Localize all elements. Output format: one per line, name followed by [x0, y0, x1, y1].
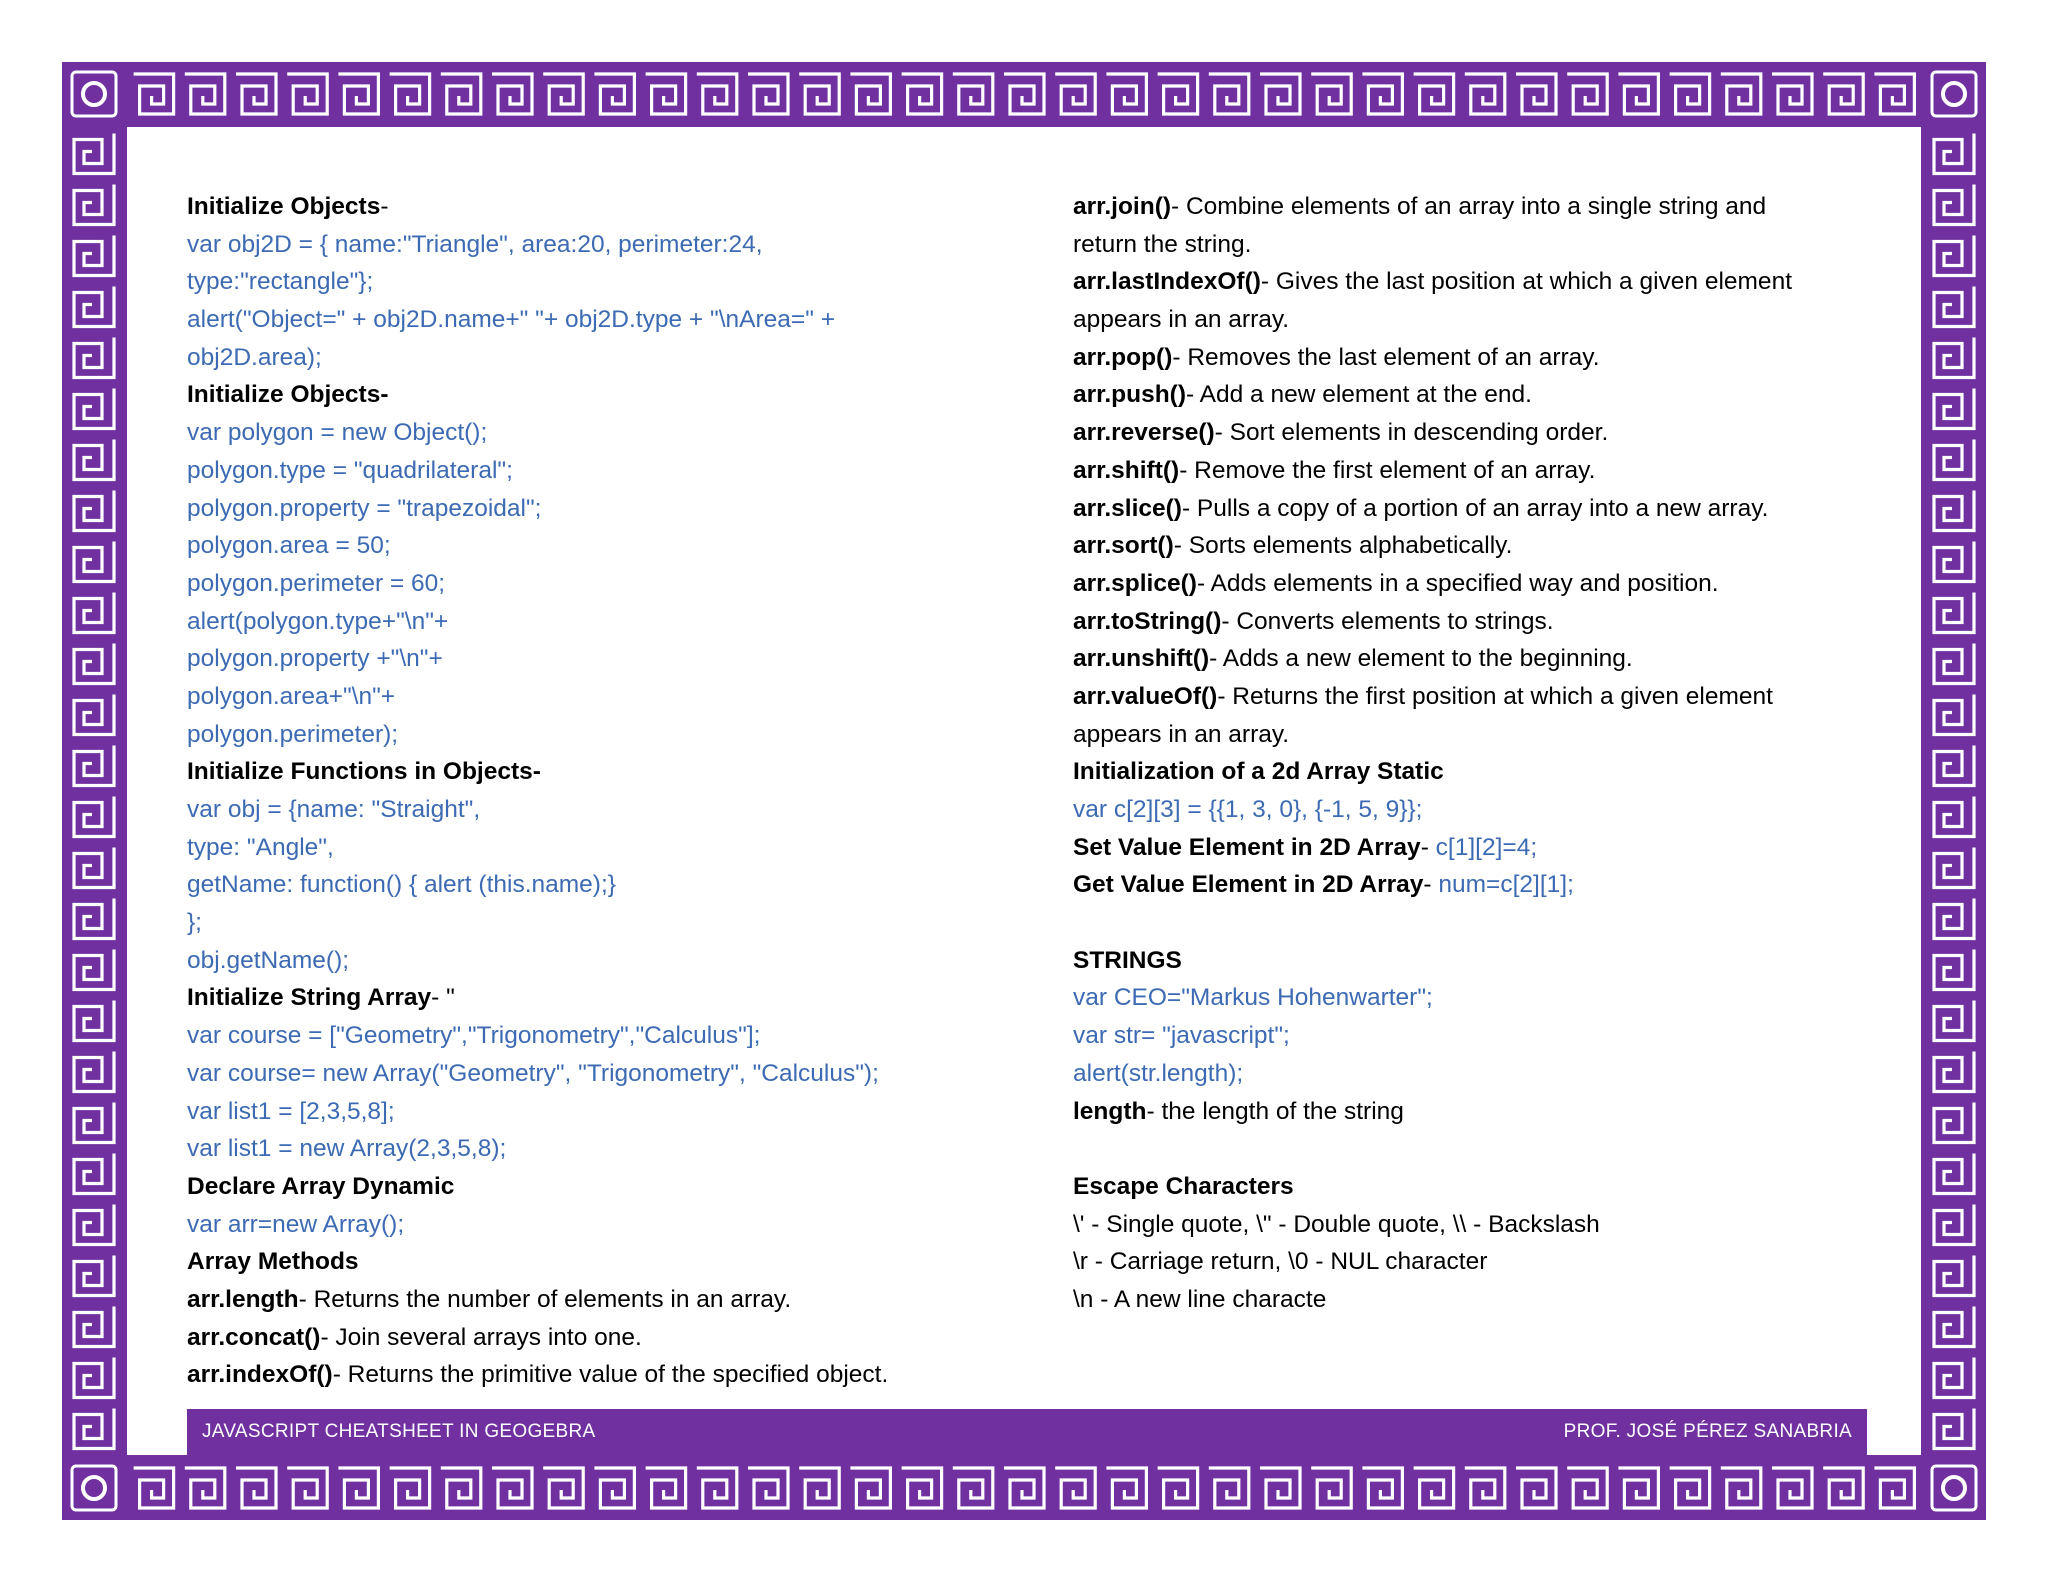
code-snippet: var list1 = [2,3,5,8];	[187, 1097, 395, 1125]
text-line	[1073, 716, 1792, 754]
description: \r - Carriage return, \0 - NUL character	[1073, 1248, 1488, 1276]
description: - Pulls a copy of a portion of an array into a new array.	[1181, 494, 1769, 522]
blank-line	[1073, 1130, 1792, 1168]
code-snippet: type:"rectangle"};	[187, 268, 374, 296]
section-heading	[1073, 753, 1792, 791]
code-line	[187, 452, 888, 490]
description: - Adds elements in a specified way and position.	[1196, 569, 1719, 597]
code-snippet: var course= new Array("Geometry", "Trigonometry", "Calculus");	[187, 1059, 879, 1087]
keyword: arr.splice()	[1073, 569, 1197, 597]
text-line	[187, 1356, 888, 1394]
description: - Combine elements of an array into a single string and	[1171, 193, 1767, 220]
keyword: Initialize Objects	[187, 193, 381, 220]
keyword: Initialize Objects-	[187, 381, 389, 409]
blank-line	[1073, 904, 1792, 942]
code-snippet: c[1][2]=4;	[1428, 833, 1538, 861]
code-line	[187, 829, 888, 867]
text-line	[1073, 490, 1792, 528]
description: -	[1423, 871, 1432, 899]
text-line	[1073, 829, 1792, 867]
code-snippet: var CEO="Markus Hohenwarter";	[1073, 984, 1433, 1012]
keyword: Initialize Functions in Objects-	[187, 758, 541, 786]
description: - Removes the last element of an array.	[1172, 343, 1600, 371]
text-line	[1073, 603, 1792, 641]
code-line	[1073, 1055, 1792, 1093]
description: - Sorts elements alphabetically.	[1173, 532, 1513, 560]
code-line	[187, 565, 888, 603]
code-line	[187, 1206, 888, 1244]
code-snippet: polygon.area+"\n"+	[187, 682, 396, 710]
keyword: arr.unshift()	[1073, 645, 1210, 673]
section-heading	[187, 979, 888, 1017]
text-line	[1073, 376, 1792, 414]
keyword: arr.join()	[1073, 193, 1172, 220]
description: -	[380, 193, 389, 220]
code-line	[187, 1055, 888, 1093]
text-line	[187, 1281, 888, 1319]
footer-title: JAVASCRIPT CHEATSHEET IN GEOGEBRA	[202, 1421, 596, 1442]
code-line	[1073, 979, 1792, 1017]
text-line	[1073, 452, 1792, 490]
keyword: length	[1073, 1097, 1147, 1125]
code-line	[187, 866, 888, 904]
code-line	[187, 1017, 888, 1055]
code-line	[187, 640, 888, 678]
keyword: arr.valueOf()	[1073, 682, 1218, 710]
code-snippet: var c[2][3] = {{1, 3, 0}, {-1, 5, 9}};	[1073, 796, 1423, 823]
code-line	[187, 603, 888, 641]
keyword: STRINGS	[1073, 946, 1182, 974]
code-line	[187, 1093, 888, 1131]
keyword: Get Value Element in 2D Array	[1073, 871, 1424, 899]
text-line	[1073, 1093, 1792, 1131]
text-line	[1073, 226, 1792, 264]
code-snippet: var list1 = new Array(2,3,5,8);	[187, 1135, 507, 1163]
section-heading	[187, 1168, 888, 1206]
description: \n - A new line characte	[1073, 1285, 1327, 1313]
right-column	[1073, 188, 1792, 1319]
code-snippet: polygon.perimeter = 60;	[187, 569, 446, 597]
code-snippet: obj.getName();	[187, 946, 350, 974]
description: - Sort elements in descending order.	[1214, 419, 1609, 447]
text-line	[1073, 263, 1792, 301]
text-line	[1073, 1243, 1792, 1281]
keyword: arr.push()	[1073, 381, 1186, 409]
keyword: Array Methods	[187, 1248, 359, 1276]
code-snippet: alert(polygon.type+"\n"+	[187, 607, 449, 635]
text-line	[1073, 414, 1792, 452]
text-line	[1073, 301, 1792, 339]
keyword: arr.shift()	[1073, 456, 1180, 484]
keyword: arr.indexOf()	[187, 1361, 333, 1389]
code-snippet: var course = ["Geometry","Trigonometry","Calculus"];	[187, 1022, 761, 1050]
description: - Remove the first element of an array.	[1179, 456, 1596, 484]
text-line	[1073, 1281, 1792, 1319]
description: - Gives the last position at which a given element	[1260, 268, 1792, 296]
footer-author: PROF. JOSÉ PÉREZ SANABRIA	[1563, 1421, 1852, 1442]
description: - Returns the primitive value of the specified object.	[332, 1361, 889, 1389]
description: \' - Single quote, \" - Double quote, \\ - Backslash	[1073, 1210, 1600, 1238]
keyword: arr.toString()	[1073, 607, 1222, 635]
keyword: Declare Array Dynamic	[187, 1172, 455, 1200]
code-line	[187, 1130, 888, 1168]
keyword: Set Value Element in 2D Array	[1073, 833, 1421, 861]
code-line	[187, 716, 888, 754]
code-snippet: var obj = {name: "Straight",	[187, 796, 481, 823]
description: - Adds a new element to the beginning.	[1209, 645, 1633, 673]
text-line	[1073, 866, 1792, 904]
section-heading	[187, 1243, 888, 1281]
text-line	[1073, 188, 1792, 226]
code-snippet: polygon.property = "trapezoidal";	[187, 494, 542, 522]
code-line	[187, 678, 888, 716]
footer-bar	[187, 1409, 1867, 1455]
code-snippet: polygon.property +"\n"+	[187, 645, 443, 673]
description: - the length of the string	[1146, 1097, 1404, 1125]
section-heading	[187, 188, 888, 226]
code-snippet: getName: function() { alert (this.name);}	[187, 871, 616, 899]
description: - Add a new element at the end.	[1186, 381, 1532, 409]
code-line	[187, 339, 888, 377]
text-line	[1073, 527, 1792, 565]
keyword: arr.pop()	[1073, 343, 1173, 371]
text-line	[1073, 678, 1792, 716]
description: - Join several arrays into one.	[320, 1323, 642, 1351]
code-line	[187, 490, 888, 528]
code-snippet: alert("Object=" + obj2D.name+" "+ obj2D.type + "\nArea=" +	[187, 306, 836, 334]
code-line	[187, 904, 888, 942]
code-line	[187, 942, 888, 980]
description: appears in an array.	[1073, 720, 1290, 748]
text-line	[1073, 640, 1792, 678]
keyword: arr.sort()	[1073, 532, 1174, 560]
code-snippet: var arr=new Array();	[187, 1210, 405, 1238]
keyword: arr.concat()	[187, 1323, 321, 1351]
code-snippet: alert(str.length);	[1073, 1059, 1244, 1087]
keyword: Escape Characters	[1073, 1172, 1294, 1200]
description: return the string.	[1073, 230, 1252, 258]
code-line	[187, 301, 888, 339]
code-line	[187, 263, 888, 301]
keyword: arr.lastIndexOf()	[1073, 268, 1261, 296]
text-line	[1073, 565, 1792, 603]
code-snippet: var obj2D = { name:"Triangle", area:20, perimeter:24,	[187, 230, 763, 258]
description: - Returns the number of elements in an array.	[298, 1285, 792, 1313]
description: - Converts elements to strings.	[1221, 607, 1554, 635]
section-heading	[187, 753, 888, 791]
text-line	[1073, 339, 1792, 377]
code-line	[187, 226, 888, 264]
code-line	[1073, 791, 1792, 829]
section-heading	[187, 376, 888, 414]
code-line	[187, 414, 888, 452]
section-heading	[1073, 942, 1792, 980]
code-snippet: var str= "javascript";	[1073, 1022, 1290, 1050]
code-snippet: };	[187, 909, 202, 937]
code-line	[1073, 1017, 1792, 1055]
section-heading	[1073, 1168, 1792, 1206]
code-snippet: num=c[2][1];	[1431, 871, 1574, 899]
text-line	[187, 1319, 888, 1357]
code-line	[187, 791, 888, 829]
code-line	[187, 527, 888, 565]
text-line	[1073, 1206, 1792, 1244]
code-snippet: var polygon = new Object();	[187, 419, 488, 447]
code-snippet: polygon.area = 50;	[187, 532, 391, 560]
code-snippet: polygon.perimeter);	[187, 720, 399, 748]
description: appears in an array.	[1073, 306, 1290, 334]
keyword: Initialization of a 2d Array Static	[1073, 758, 1444, 786]
keyword: Initialize String Array	[187, 984, 432, 1012]
code-snippet: polygon.type = "quadrilateral";	[187, 456, 513, 484]
keyword: arr.reverse()	[1073, 419, 1215, 447]
description: - "	[431, 984, 455, 1012]
description: - Returns the first position at which a given element	[1217, 682, 1773, 710]
left-column	[187, 188, 888, 1394]
code-snippet: type: "Angle",	[187, 833, 334, 861]
code-snippet: obj2D.area);	[187, 343, 322, 371]
description: -	[1420, 833, 1429, 861]
keyword: arr.length	[187, 1285, 299, 1313]
keyword: arr.slice()	[1073, 494, 1182, 522]
